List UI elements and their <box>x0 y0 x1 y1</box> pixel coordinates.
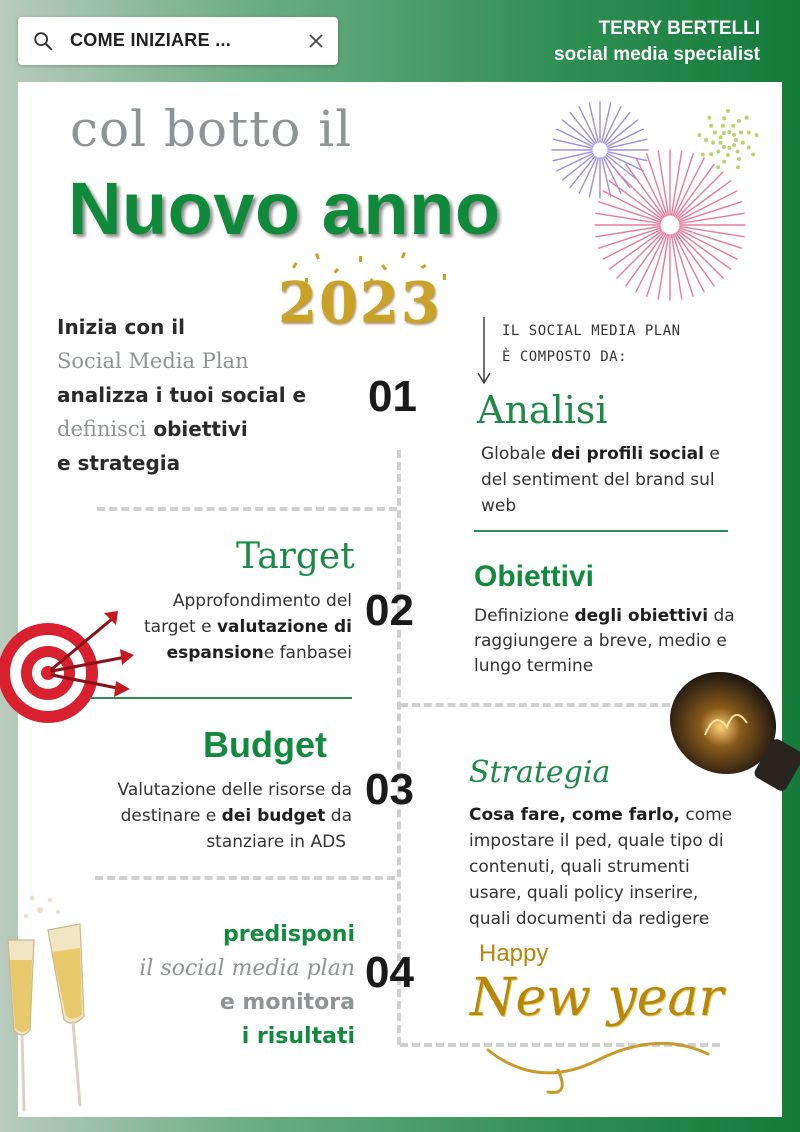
target-line-2b: valutazione di <box>216 617 352 637</box>
obiettivi-line-1a: Definizione <box>474 606 575 626</box>
budget-line-2b: dei budget <box>221 806 326 826</box>
intro-line-3: analizza i tuoi social e <box>57 383 307 407</box>
analisi-text <box>481 441 720 519</box>
target-line-3b: e fanbasei <box>263 643 352 663</box>
divider-left-2 <box>90 697 352 699</box>
analisi-line-2: del sentiment del brand sul <box>481 470 715 490</box>
obiettivi-title: Obiettivi <box>474 560 595 593</box>
step-04-text <box>100 918 355 1054</box>
strategia-text <box>469 802 732 932</box>
budget-line-2c: da <box>325 806 352 826</box>
strategia-line-2: impostare il ped, quale tipo di <box>469 831 724 851</box>
budget-line-2a: destinare e <box>120 806 222 826</box>
obiettivi-line-2: raggiungere a breve, medio e <box>474 631 727 651</box>
step-04-line-2: il social media plan <box>139 956 355 981</box>
intro-line-5: e strategia <box>57 451 181 475</box>
step-number-01: 01 <box>368 372 417 421</box>
search-query[interactable]: COME INIZIARE ... <box>70 30 232 50</box>
analisi-line-1a: Globale <box>481 444 552 464</box>
light-bulb-illustration <box>665 665 800 800</box>
analisi-line-1b: dei profili social <box>551 444 704 464</box>
strategia-line-4: usare, quali policy inserire, <box>469 883 699 903</box>
step-04-line-4: i risultati <box>241 1024 355 1049</box>
search-icon <box>32 30 54 52</box>
brand-role: social media specialist <box>554 44 760 65</box>
close-icon[interactable] <box>306 31 326 51</box>
step-number-04: 04 <box>365 948 414 997</box>
obiettivi-line-1b: degli obiettivi <box>574 606 709 626</box>
new-year-text: New year <box>470 968 724 1028</box>
dartboard-illustration <box>0 605 140 735</box>
champagne-glasses-illustration <box>0 890 110 1120</box>
step-04-line-3: e monitora <box>219 990 355 1015</box>
plan-note <box>502 318 681 370</box>
divider-right-2 <box>400 703 670 707</box>
intro-line-2: Social Media Plan <box>57 349 249 373</box>
obiettivi-line-1c: da <box>708 606 735 626</box>
intro-line-1: Inizia con il <box>57 315 185 339</box>
year: 2023 <box>278 270 442 336</box>
strategia-line-1a: Cosa fare, come farlo, <box>469 805 680 825</box>
analisi-title: Analisi <box>477 388 608 432</box>
step-number-02: 02 <box>365 586 414 635</box>
strategia-line-5: quali documenti da redigere <box>469 909 710 929</box>
headline-line-2: Nuovo anno <box>68 167 501 250</box>
budget-text <box>60 777 352 855</box>
divider-left-1 <box>97 507 397 511</box>
target-line-3a: espansion <box>166 643 264 663</box>
arrow-down-icon <box>474 315 494 387</box>
plan-note-line-1: IL SOCIAL MEDIA PLAN <box>502 323 681 339</box>
target-line-1: Approfondimento del <box>172 591 352 611</box>
plan-note-line-2: È COMPOSTO DA: <box>502 349 628 365</box>
fireworks-illustration <box>520 95 780 305</box>
divider-left-3 <box>95 876 395 880</box>
new-year-flourish <box>478 1030 718 1100</box>
intro-line-4b: obiettivi <box>153 417 248 441</box>
search-bar[interactable] <box>18 17 338 65</box>
divider-right-1 <box>474 530 728 532</box>
target-title: Target <box>236 536 355 577</box>
analisi-line-1c: e <box>703 444 720 464</box>
strategia-title: Strategia <box>469 755 611 790</box>
budget-title: Budget <box>203 724 327 765</box>
strategia-line-1b: come <box>679 805 733 825</box>
budget-line-1: Valutazione delle risorse da <box>117 780 352 800</box>
target-line-2a: target e <box>144 617 217 637</box>
intro-line-4a: definisci <box>57 417 147 441</box>
intro-text <box>57 310 306 480</box>
headline-line-1: col botto il <box>70 100 353 158</box>
step-04-line-1: predisponi <box>223 922 355 947</box>
budget-line-3: stanziare in ADS <box>206 832 346 852</box>
strategia-line-3: contenuti, quali strumenti <box>469 857 690 877</box>
happy-text: Happy <box>479 940 549 967</box>
analisi-line-3: web <box>481 496 517 516</box>
brand-name: TERRY BERTELLI <box>598 18 760 39</box>
obiettivi-line-3: lungo termine <box>474 656 594 676</box>
step-number-03: 03 <box>365 765 414 814</box>
